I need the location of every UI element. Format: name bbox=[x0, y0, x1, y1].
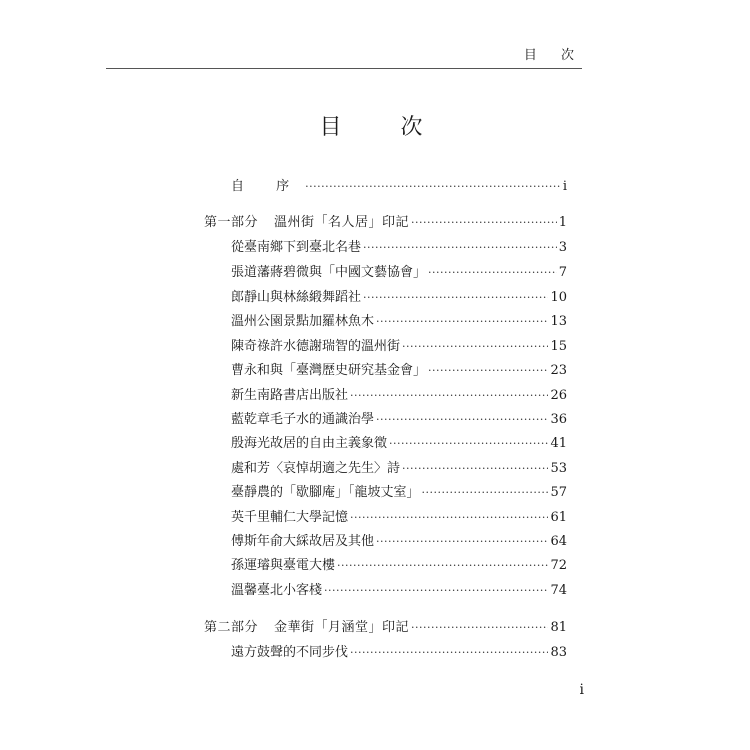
toc-page-number: 61 bbox=[550, 510, 567, 525]
toc-entry[interactable] bbox=[231, 338, 567, 356]
toc-page-number: 13 bbox=[550, 314, 567, 329]
toc-page-number: 53 bbox=[550, 461, 567, 476]
toc-entry[interactable] bbox=[231, 435, 567, 453]
toc-page-number: 7 bbox=[558, 265, 567, 280]
toc-entry[interactable] bbox=[231, 387, 567, 405]
dot-leader bbox=[376, 313, 548, 331]
dot-leader bbox=[411, 619, 548, 637]
dot-leader bbox=[376, 533, 548, 551]
toc-entry-label: 英千里輔仁大學記憶 bbox=[231, 510, 349, 525]
toc-entry[interactable] bbox=[231, 313, 567, 331]
toc-entry-label: 郎靜山與林絲緞舞蹈社 bbox=[231, 290, 362, 305]
toc-entry[interactable] bbox=[231, 582, 567, 600]
header-rule bbox=[106, 68, 582, 69]
toc-page-number: i bbox=[562, 179, 567, 194]
toc-entry-label: 陳奇祿許水德謝瑞智的溫州街 bbox=[231, 339, 401, 354]
toc-page-number: 74 bbox=[550, 583, 567, 598]
toc-page-number: 15 bbox=[550, 339, 567, 354]
dot-leader bbox=[363, 239, 557, 257]
dot-leader bbox=[402, 460, 548, 478]
toc-entry-label: 臺靜農的「歇腳庵」「龍坡丈室」 bbox=[231, 485, 420, 500]
dot-leader bbox=[337, 557, 548, 575]
page-number: i bbox=[579, 682, 584, 698]
part-number: 第二部分 bbox=[204, 620, 259, 635]
dot-leader bbox=[389, 435, 548, 453]
toc-entry-label: 溫州公園景點加羅林魚木 bbox=[231, 314, 375, 329]
dot-leader bbox=[376, 411, 548, 429]
part-number: 第一部分 bbox=[204, 215, 259, 230]
dot-leader bbox=[350, 387, 548, 405]
toc-entry-label: 處和芳〈哀悼胡適之先生〉詩 bbox=[231, 461, 401, 476]
toc-page-number: 23 bbox=[550, 363, 567, 378]
toc-page-number: 81 bbox=[550, 620, 567, 635]
toc-entry[interactable] bbox=[231, 289, 567, 307]
dot-leader bbox=[350, 509, 548, 527]
toc-entry[interactable] bbox=[231, 239, 567, 257]
toc-entry[interactable] bbox=[231, 362, 567, 380]
toc-entry[interactable] bbox=[231, 509, 567, 527]
dot-leader bbox=[305, 178, 561, 196]
toc-entry-label: 自 序 bbox=[231, 179, 304, 194]
toc-entry-label: 張道藩蔣碧微與「中國文藝協會」 bbox=[231, 265, 427, 280]
dot-leader bbox=[324, 582, 548, 600]
dot-leader bbox=[428, 264, 557, 282]
toc-entry-preface[interactable] bbox=[231, 178, 567, 196]
toc-page-number: 1 bbox=[558, 215, 567, 230]
toc-entry-label: 孫運璿與臺電大樓 bbox=[231, 558, 336, 573]
toc-entry-label: 從臺南鄉下到臺北名巷 bbox=[231, 240, 362, 255]
dot-leader bbox=[422, 484, 549, 502]
toc-entry[interactable] bbox=[231, 484, 567, 502]
part-title: 溫州街「名人居」印記 bbox=[274, 215, 410, 230]
running-head: 目 次 bbox=[523, 48, 584, 63]
dot-leader bbox=[363, 289, 548, 307]
toc-part-2[interactable] bbox=[204, 619, 567, 637]
toc-entry-label: 曹永和與「臺灣歷史研究基金會」 bbox=[231, 363, 427, 378]
toc-page-number: 26 bbox=[550, 388, 567, 403]
dot-leader bbox=[428, 362, 548, 380]
toc-page-number: 41 bbox=[550, 436, 567, 451]
dot-leader bbox=[402, 338, 548, 356]
toc-page-number: 72 bbox=[550, 558, 567, 573]
page-title: 目 次 bbox=[319, 115, 449, 140]
toc-entry[interactable] bbox=[231, 533, 567, 551]
toc-entry[interactable] bbox=[231, 264, 567, 282]
toc-entry-label: 遠方鼓聲的不同步伐 bbox=[231, 645, 349, 660]
toc-entry-label: 殷海光故居的自由主義象徵 bbox=[231, 436, 388, 451]
toc-entry-label: 傅斯年俞大綵故居及其他 bbox=[231, 534, 375, 549]
toc-page-number: 64 bbox=[550, 534, 567, 549]
dot-leader bbox=[411, 214, 557, 232]
toc-page-number: 83 bbox=[550, 645, 567, 660]
toc-entry[interactable] bbox=[231, 557, 567, 575]
toc-page-number: 3 bbox=[558, 240, 567, 255]
toc-entry[interactable] bbox=[231, 411, 567, 429]
toc-page-number: 36 bbox=[550, 412, 567, 427]
toc-entry-label: 新生南路書店出版社 bbox=[231, 388, 349, 403]
toc-entry-label: 藍乾章毛子水的通識治學 bbox=[231, 412, 375, 427]
toc-entry[interactable] bbox=[231, 460, 567, 478]
toc-entry[interactable] bbox=[231, 644, 567, 662]
toc-entry-label: 溫馨臺北小客棧 bbox=[231, 583, 323, 598]
dot-leader bbox=[350, 644, 548, 662]
part-title: 金華街「月涵堂」印記 bbox=[274, 620, 410, 635]
toc-page-number: 57 bbox=[550, 485, 567, 500]
toc-page-number: 10 bbox=[550, 290, 567, 305]
toc-part-1[interactable] bbox=[204, 214, 567, 232]
